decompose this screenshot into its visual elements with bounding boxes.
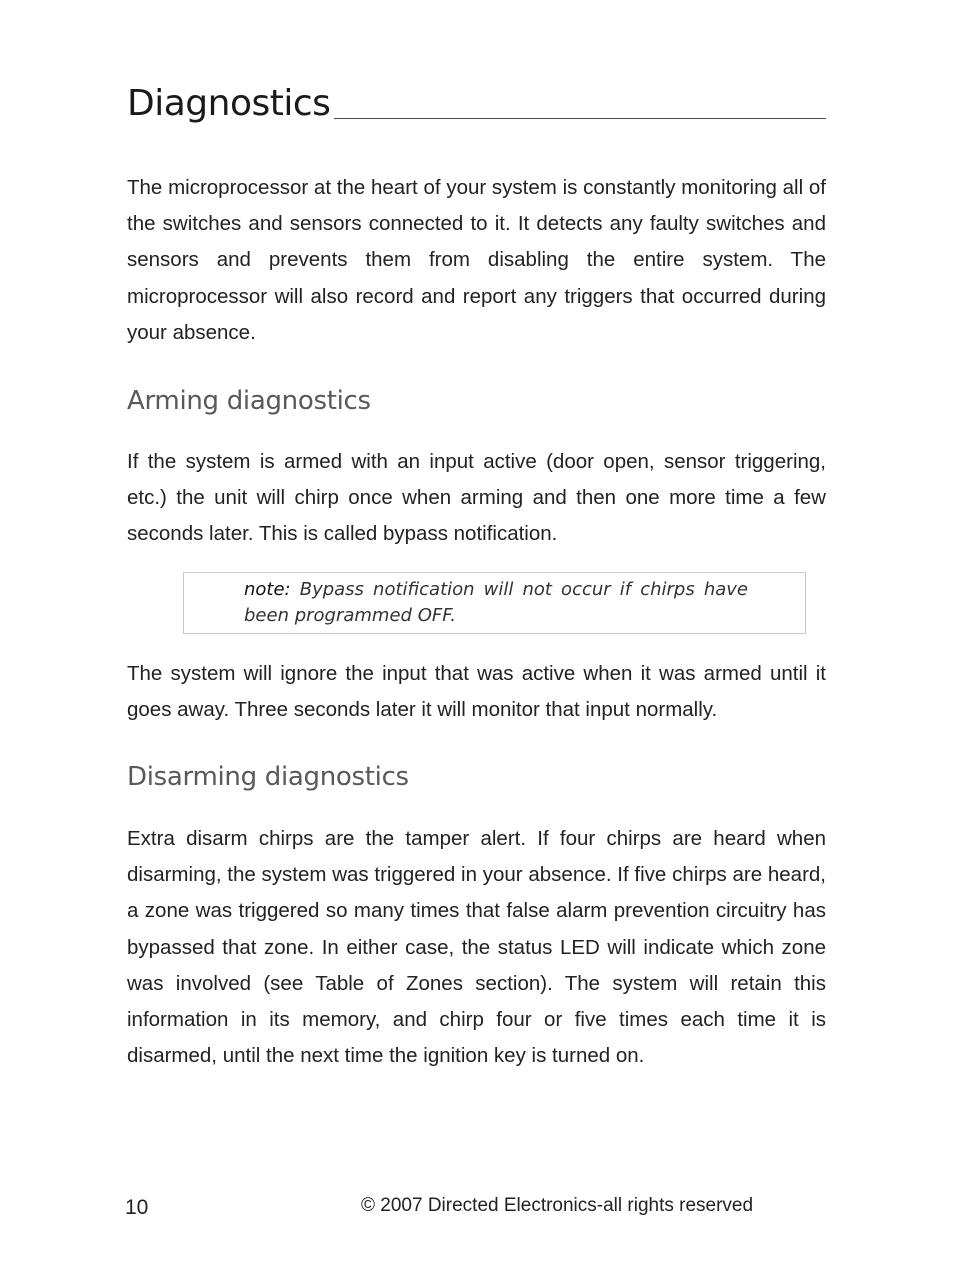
note-label: note: bbox=[244, 579, 291, 600]
disarming-diagnostics-heading: Disarming diagnostics bbox=[127, 762, 409, 792]
title-underline-rule bbox=[334, 118, 826, 119]
note-text bbox=[244, 577, 748, 629]
arming-diagnostics-heading: Arming diagnostics bbox=[127, 386, 371, 416]
title-row bbox=[127, 82, 826, 124]
page-number: 10 bbox=[125, 1196, 149, 1219]
copyright-notice: © 2007 Directed Electronics-all rights reserved bbox=[361, 1195, 754, 1216]
note-box bbox=[183, 572, 806, 634]
arming-paragraph: If the system is armed with an input active (door open, sensor triggering, etc.) the unit will chirp once when arming and then one more time a few seconds later. This is called bypass notification. bbox=[127, 450, 826, 546]
disarming-paragraph: Extra disarm chirps are the tamper alert. If four chirps are heard when disarming, the system was triggered in your absence. If five chirps are heard, a zone was triggered so many times that false alarm prevention circuitry has bypassed that zone. In either case, the status LED will indicate which zone was involved (see Table of Zones section). The system will retain this information in its memory, and chirp four or five times each time it is disarmed, until the next time the ignition key is turned on. bbox=[127, 827, 826, 1068]
note-body: Bypass notification will not occur if chirps have been programmed OFF. bbox=[244, 579, 748, 626]
page-title: Diagnostics bbox=[127, 83, 331, 124]
arming-followup-paragraph: The system will ignore the input that was active when it was armed until it goes away. Three seconds later it will monitor that input normally. bbox=[127, 662, 826, 722]
intro-paragraph: The microprocessor at the heart of your system is constantly monitoring all of the switches and sensors connected to it. It detects any faulty switches and sensors and prevents them from disabling the entire system. The microprocessor will also record and report any triggers that occurred during your absence. bbox=[127, 176, 826, 344]
